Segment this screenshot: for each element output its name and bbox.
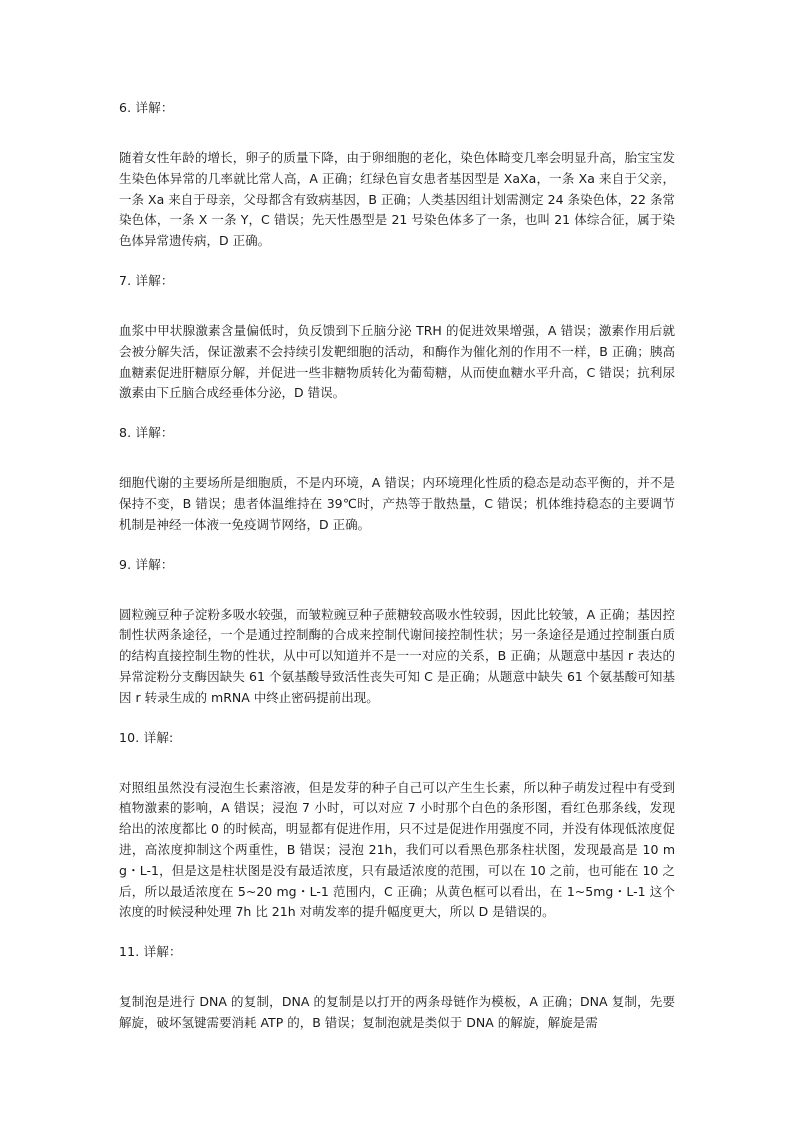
section-paragraph: 对照组虽然没有浸泡生长素溶液，但是发芽的种子自己可以产生生长素，所以种子萌发过程中有受到植物激素的影响，A 错误；浸泡 7 小时，可以对应 7 小时那个白色的条形图，看红色那条线，发现给出的浓度都比 0 的时候高，明显都有促进作用，只不过是促进作用强度不同，并没有体现低浓度促进，高浓度抑制这个两重性，B 错误；浸泡 21h，我们可以看黑色那条柱状图，发现最高是 10 mg・L-1，但是这是柱状图是没有最适浓度，只有最适浓度的范围，可以在 10 之前，也可能在 10 之后，所以最适浓度在 5~20 mg・L-1 范围内，C 正确；从黄色框可以看出，在 1~5mg・L-1 这个浓度的时候浸种处理 7h 比 21h 对萌发率的提升幅度更大，所以 D 是错误的。 [119,779,675,920]
section-paragraph: 细胞代谢的主要场所是细胞质，不是内环境，A 错误；内环境理化性质的稳态是动态平衡的，并不是保持不变，B 错误；患者体温维持在 39℃时，产热等于散热量，C 错误；机体维持稳态的主要调节机制是神经一体液一免疫调节网络，D 正确。 [119,475,675,532]
section-paragraph: 复制泡是进行 DNA 的复制，DNA 的复制是以打开的两条母链作为模板，A 正确；DNA 复制，先要解旋，破坏氢键需要消耗 ATP 的，B 错误；复制泡就是类似于 DNA 的解旋，解旋是需 [119,994,675,1030]
answer-section-10 [119,728,675,943]
answer-section-11 [119,942,675,1034]
section-heading: 7. 详解： [119,272,174,288]
answer-section-7 [119,271,675,423]
document-body [119,98,675,1034]
section-heading: 6. 详解： [119,100,174,115]
section-paragraph: 圆粒豌豆种子淀粉多吸水较强，而皱粒豌豆种子蔗糖较高吸水性较弱，因此比较皱，A 正确；基因控制性状两条途径，一个是通过控制酶的合成来控制代谢间接控制性状；另一条途径是通过控制蛋白质的结构直接控制生物的性状，从中可以知道并不是一一对应的关系，B 正确；从题意中基因 r 表达的异常淀粉分支酶因缺失 61 个氨基酸导致活性丧失可知 C 是正确；从题意中缺失 61 个氨基酸可知基因 r 转录生成的 mRNA 中终止密码提前出现。 [119,606,675,705]
section-paragraph: 随着女性年龄的增长，卵子的质量下降，由于卵细胞的老化，染色体畸变几率会明显升高，胎宝宝发生染色体异常的几率就比常人高，A 正确；红绿色盲女患者基因型是 XaXa，一条 Xa 来自于父亲，一条 Xa 来自于母亲，父母都含有致病基因，B 正确；人类基因组计划需测定 24 条染色体，22 条常染色体，一条 X 一条 Y，C 错误；先天性愚型是 21 号染色体多了一条，也叫 21 体综合征，属于染色体异常遗传病，D 正确。 [119,150,675,249]
section-heading: 8. 详解： [119,425,174,441]
answer-section-6 [119,98,675,271]
answer-section-9 [119,555,675,728]
section-paragraph: 血浆中甲状腺激素含量偏低时，负反馈到下丘脑分泌 TRH 的促进效果增强，A 错误；激素作用后就会被分解失活，保证激素不会持续引发靶细胞的活动，和酶作为催化剂的作用不一样，B 正确；胰高血糖素促进肝糖原分解，并促进一些非糖物质转化为葡萄糖，从而使血糖水平升高，C 错误；抗利尿激素由下丘脑合成经垂体分泌，D 错误。 [119,322,675,401]
section-heading: 11. 详解： [119,944,182,960]
answer-section-8 [119,423,675,554]
section-heading: 9. 详解： [119,556,174,572]
section-heading: 10. 详解: [119,729,174,745]
